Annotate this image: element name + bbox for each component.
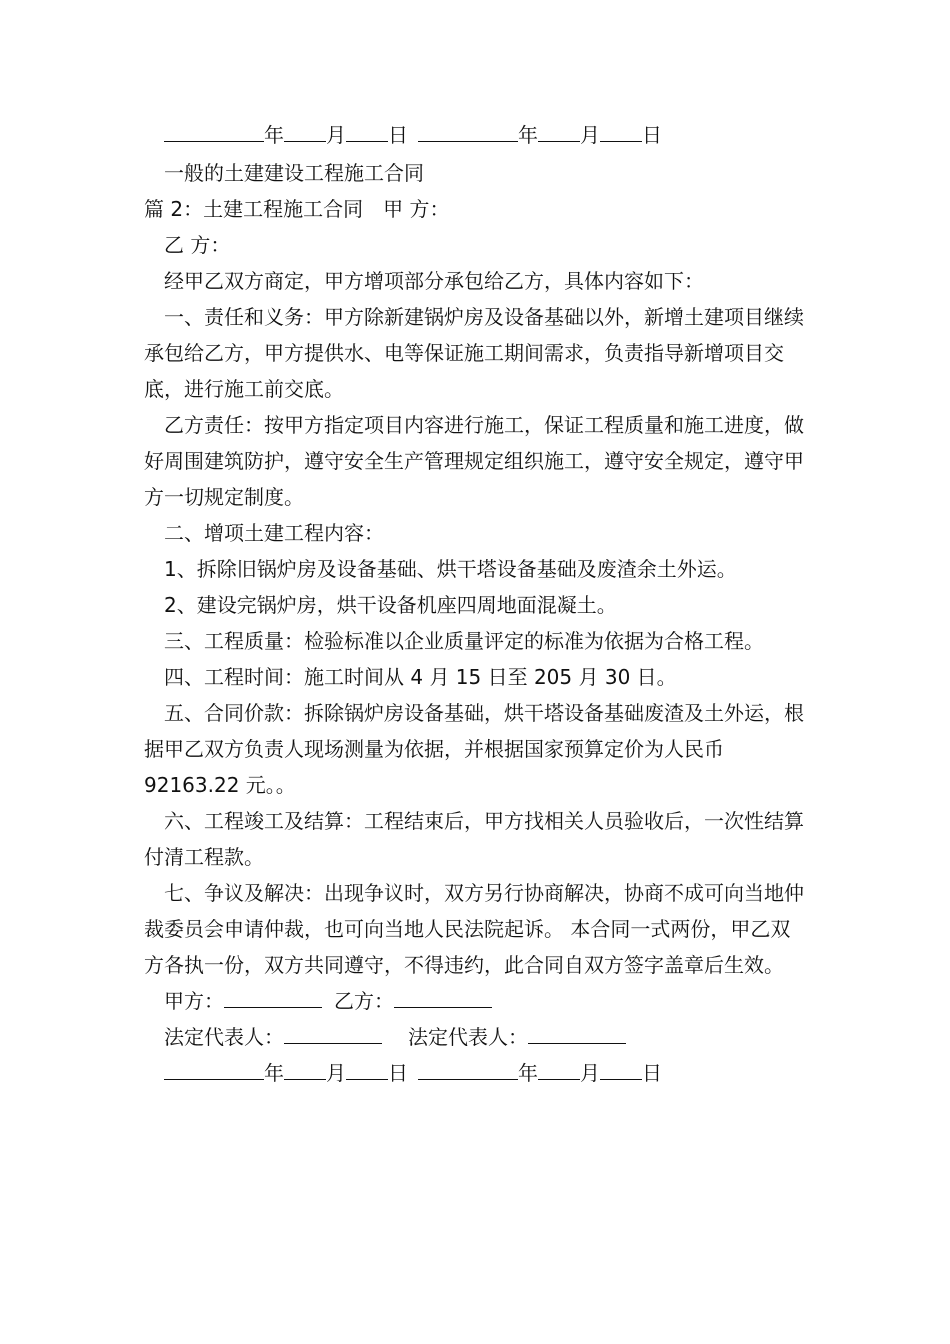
clause-4: 四、工程时间：施工时间从 4 月 15 日至 205 月 30 日。 <box>164 665 677 689</box>
section-heading: 篇 2：土建工程施工合同 <box>144 197 364 221</box>
clause-1: 一、责任和义务：甲方除新建锅炉房及设备基础以外，新增土建项目继续承包给乙方，甲方提供水、电等保证施工期间需求，负责指导新增项目交底，进行施工前交底。 <box>144 305 804 401</box>
year-label: 年 <box>264 123 284 147</box>
top-date-line <box>144 117 809 153</box>
party-a-header: 甲 方： <box>383 197 450 221</box>
day-label: 日 <box>642 1061 662 1085</box>
blank <box>538 1061 580 1080</box>
month-label: 月 <box>580 1061 600 1085</box>
signature-blank <box>394 989 492 1008</box>
clause-3: 三、工程质量：检验标准以企业质量评定的标准为依据为合格工程。 <box>164 629 764 653</box>
month-label: 月 <box>326 123 346 147</box>
doc-title: 一般的土建建设工程施工合同 <box>164 161 424 185</box>
blank <box>600 1061 642 1080</box>
blank <box>538 123 580 142</box>
blank <box>164 123 264 142</box>
clause-7: 七、争议及解决：出现争议时，双方另行协商解决，协商不成可向当地仲裁委员会申请仲裁，也可向当地人民法院起诉。 本合同一式两份，甲乙双方各执一份，双方共同遵守，不得违约，此合同自双方签字盖章后生效。 <box>144 881 804 977</box>
day-label: 日 <box>388 1061 408 1085</box>
clause-1b: 乙方责任：按甲方指定项目内容进行施工，保证工程质量和施工进度，做好周围建筑防护，遵守安全生产管理规定组织施工，遵守安全规定，遵守甲方一切规定制度。 <box>144 413 804 509</box>
clause-5: 五、合同价款：拆除锅炉房设备基础，烘干塔设备基础废渣及土外运，根据甲乙双方负责人现场测量为依据，并根据国家预算定价为人民币 92163.22 元。。 <box>144 701 804 797</box>
month-label: 月 <box>326 1061 346 1085</box>
body-block <box>144 155 809 1091</box>
month-label: 月 <box>580 123 600 147</box>
intro-paragraph: 经甲乙双方商定，甲方增项部分承包给乙方，具体内容如下： <box>164 269 704 293</box>
legal-rep-a-label: 法定代表人： <box>164 1025 284 1049</box>
bottom-date-line <box>144 1055 809 1091</box>
sign-party-a-label: 甲方： <box>164 989 224 1013</box>
day-label: 日 <box>388 123 408 147</box>
blank <box>600 123 642 142</box>
year-label: 年 <box>264 1061 284 1085</box>
clause-2-item-2: 2、建设完锅炉房，烘干设备机座四周地面混凝土。 <box>164 593 617 617</box>
signature-blank <box>224 989 322 1008</box>
year-label: 年 <box>518 123 538 147</box>
blank <box>418 1061 518 1080</box>
clause-6: 六、工程竣工及结算：工程结束后，甲方找相关人员验收后，一次性结算付清工程款。 <box>144 809 804 869</box>
legal-rep-b-label: 法定代表人： <box>408 1025 528 1049</box>
blank <box>284 1061 326 1080</box>
sign-party-b-label: 乙方： <box>334 989 394 1013</box>
blank <box>346 123 388 142</box>
day-label: 日 <box>642 123 662 147</box>
signature-line <box>144 983 809 1019</box>
signature-blank <box>528 1025 626 1044</box>
blank <box>346 1061 388 1080</box>
clause-2-item-1: 1、拆除旧锅炉房及设备基础、烘干塔设备基础及废渣余土外运。 <box>164 557 737 581</box>
section-heading-line <box>144 191 809 227</box>
blank <box>284 123 326 142</box>
blank <box>418 123 518 142</box>
party-b-header: 乙 方： <box>164 233 231 257</box>
top-date-block <box>144 117 809 153</box>
blank <box>164 1061 264 1080</box>
clause-2-title: 二、增项土建工程内容： <box>164 521 384 545</box>
legal-rep-line <box>144 1019 809 1055</box>
year-label: 年 <box>518 1061 538 1085</box>
signature-blank <box>284 1025 382 1044</box>
